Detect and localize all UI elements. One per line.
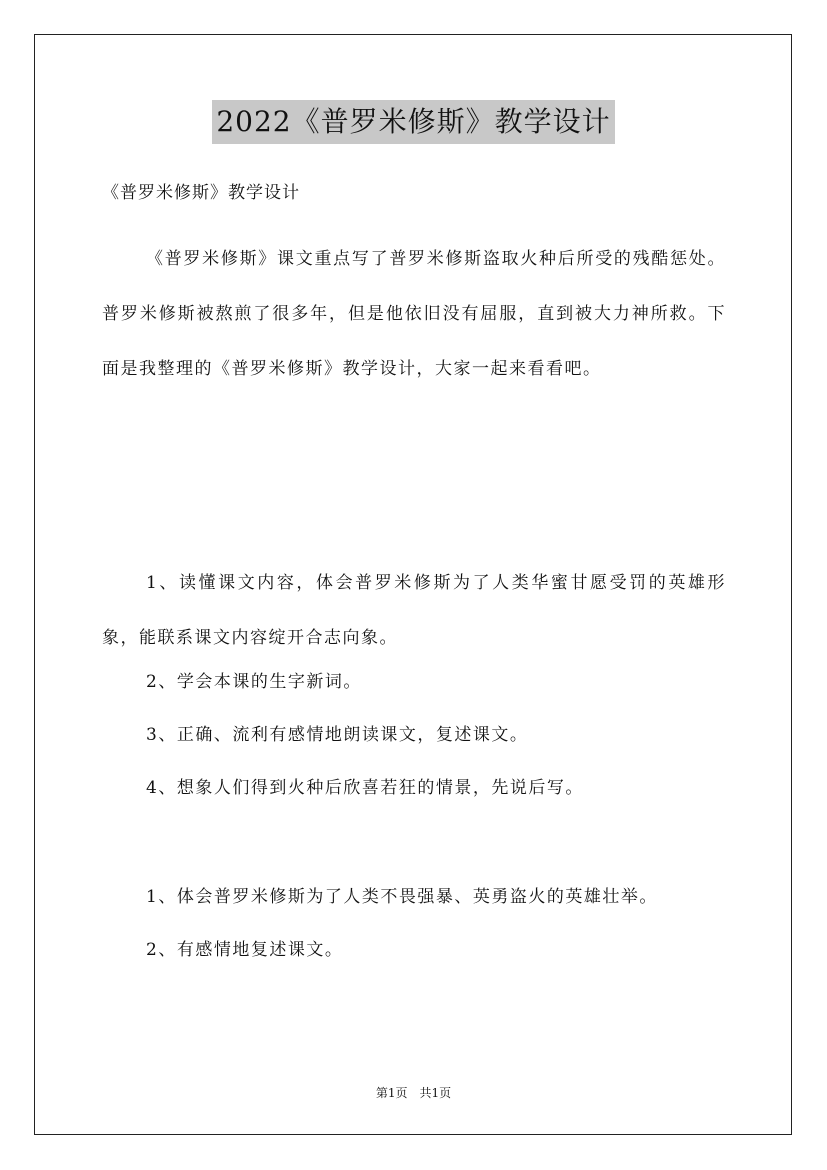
goal-item-1: 1、读懂课文内容，体会普罗米修斯为了人类华蜜甘愿受罚的英雄形象，能联系课文内容绽开合志向象。 — [102, 573, 726, 648]
goal-item-4: 4、想象人们得到火种后欣喜若狂的情景，先说后写。 — [146, 778, 584, 798]
goal-item-2: 2、学会本课的生字新词。 — [146, 672, 362, 692]
document-subtitle: 《普罗米修斯》教学设计 — [102, 183, 300, 203]
title-container — [0, 100, 827, 144]
intro-paragraph: 《普罗米修斯》课文重点写了普罗米修斯盗取火种后所受的残酷惩处。普罗米修斯被熬煎了很多年，但是他依旧没有屈服，直到被大力神所救。下面是我整理的《普罗米修斯》教学设计，大家一起来看看吧。 — [102, 249, 726, 379]
goal-item-3: 3、正确、流利有感情地朗读课文，复述课文。 — [146, 725, 529, 745]
page-footer: 第1页 共1页 — [375, 1086, 452, 1100]
key-point-2: 2、有感情地复述课文。 — [146, 940, 344, 960]
key-point-1: 1、体会普罗米修斯为了人类不畏强暴、英勇盗火的英雄壮举。 — [146, 887, 658, 907]
document-title: 2022《普罗米修斯》教学设计 — [212, 100, 614, 144]
